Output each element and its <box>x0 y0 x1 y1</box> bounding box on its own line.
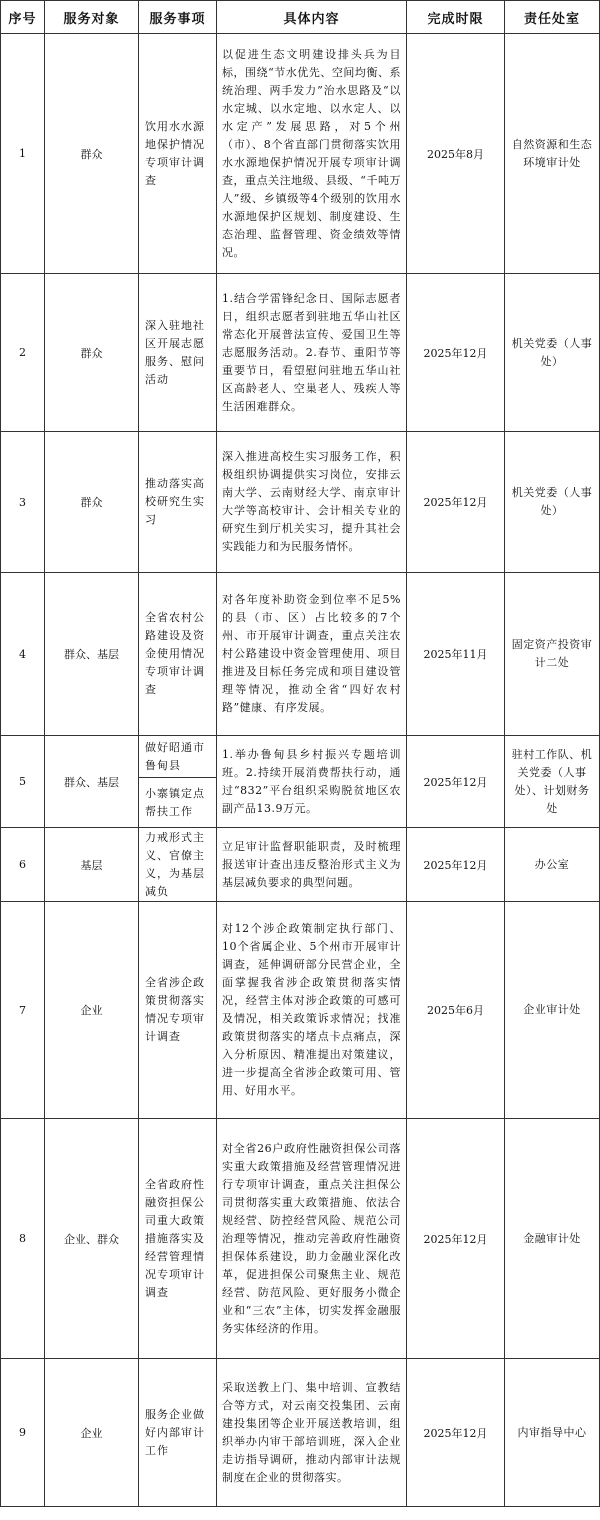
row-deadline: 2025年12月 <box>407 736 505 828</box>
row-content: 以促进生态文明建设排头兵为目标，围绕“节水优先、空间均衡、系统治理、两手发力”治水思路及“以水定城、以水定地、以水定人、以水定产”发展思路，对5个州（市）、8个省直部门贯彻落实饮用水水源地保护情况开展专项审计调查，重点关注地级、县级、“千吨万人”级、乡镇级等4个级别的饮用水水源地保护区规划、制度建设、生态治理、监督管理、资金绩效等情况。 <box>217 34 407 274</box>
header-content: 具体内容 <box>217 1 407 34</box>
row-deadline: 2025年12月 <box>407 432 505 573</box>
row-office: 固定资产投资审计二处 <box>505 573 600 736</box>
table-row <box>1 736 600 778</box>
row-office: 企业审计处 <box>505 902 600 1119</box>
row-no: 1 <box>1 34 45 274</box>
row-target: 群众、基层 <box>45 736 139 828</box>
table-row <box>1 432 600 573</box>
table-row <box>1 828 600 902</box>
row-no: 9 <box>1 1359 45 1507</box>
row-deadline: 2025年8月 <box>407 34 505 274</box>
row-no: 6 <box>1 828 45 902</box>
table-row <box>1 34 600 274</box>
row-target: 企业、群众 <box>45 1119 139 1359</box>
row-target: 企业 <box>45 902 139 1119</box>
row-target: 群众 <box>45 432 139 573</box>
header-office: 责任处室 <box>505 1 600 34</box>
row-deadline: 2025年12月 <box>407 828 505 902</box>
row-content: 对各年度补助资金到位率不足5%的县（市、区）占比较多的7个州、市开展审计调查，重点关注农村公路建设中资金管理使用、项目推进及目标任务完成和项目建设管理等情况，推动全省“四好农村路”健康、有序发展。 <box>217 573 407 736</box>
row-deadline: 2025年6月 <box>407 902 505 1119</box>
row-item: 推动落实高校研究生实习 <box>139 432 217 573</box>
row-no: 5 <box>1 736 45 828</box>
row-office: 自然资源和生态环境审计处 <box>505 34 600 274</box>
row-target: 群众 <box>45 274 139 432</box>
row-item-continued: 小寨镇定点帮扶工作 <box>139 778 217 828</box>
row-target: 企业 <box>45 1359 139 1507</box>
row-no: 3 <box>1 432 45 573</box>
row-item: 做好昭通市鲁甸县 <box>139 736 217 778</box>
row-no: 8 <box>1 1119 45 1359</box>
header-target: 服务对象 <box>45 1 139 34</box>
table-row <box>1 1359 600 1507</box>
row-deadline: 2025年12月 <box>407 274 505 432</box>
row-item: 服务企业做好内部审计工作 <box>139 1359 217 1507</box>
row-item: 饮用水水源地保护情况专项审计调查 <box>139 34 217 274</box>
header-row <box>1 1 600 34</box>
row-office: 内审指导中心 <box>505 1359 600 1507</box>
row-content: 采取送教上门、集中培训、宣教结合等方式，对云南交投集团、云南建投集团等企业开展送教培训，组织举办内审干部培训班，深入企业走访指导调研，推动内部审计法规制度在企业的贯彻落实。 <box>217 1359 407 1507</box>
row-deadline: 2025年12月 <box>407 1359 505 1507</box>
row-office: 办公室 <box>505 828 600 902</box>
row-item: 深入驻地社区开展志愿服务、慰问活动 <box>139 274 217 432</box>
row-target: 基层 <box>45 828 139 902</box>
row-target: 群众 <box>45 34 139 274</box>
row-item: 力戒形式主义、官僚主义，为基层减负 <box>139 828 217 902</box>
table-row <box>1 1119 600 1359</box>
row-deadline: 2025年12月 <box>407 1119 505 1359</box>
row-office: 金融审计处 <box>505 1119 600 1359</box>
row-office: 驻村工作队、机关党委（人事处）、计划财务处 <box>505 736 600 828</box>
row-office: 机关党委（人事处） <box>505 274 600 432</box>
header-deadline: 完成时限 <box>407 1 505 34</box>
table-row <box>1 274 600 432</box>
row-item: 全省涉企政策贯彻落实情况专项审计调查 <box>139 902 217 1119</box>
row-content: 1.举办鲁甸县乡村振兴专题培训班。2.持续开展消费帮扶行动，通过“832”平台组织采购脱贫地区农副产品13.9万元。 <box>217 736 407 828</box>
row-no: 4 <box>1 573 45 736</box>
row-content: 深入推进高校生实习服务工作，积极组织协调提供实习岗位，安排云南大学、云南财经大学、南京审计大学等高校审计、会计相关专业的研究生到厅机关实习，提升其社会实践能力和为民服务情怀。 <box>217 432 407 573</box>
row-content: 1.结合学雷锋纪念日、国际志愿者日，组织志愿者到驻地五华山社区常态化开展普法宣传、爱国卫生等志愿服务活动。2.春节、重阳节等重要节日，看望慰问驻地五华山社区高龄老人、空巢老人、残疾人等生活困难群众。 <box>217 274 407 432</box>
row-office: 机关党委（人事处） <box>505 432 600 573</box>
row-content: 对12个涉企政策制定执行部门、10个省属企业、5个州市开展审计调查，延伸调研部分民营企业，全面掌握我省涉企政策贯彻落实情况，经营主体对涉企政策的可感可及情况，相关政策诉求情况；找准政策贯彻落实的堵点卡点痛点，深入分析原因、精准提出对策建议，进一步提高全省涉企政策可用、管用、好用水平。 <box>217 902 407 1119</box>
table-row <box>1 902 600 1119</box>
header-item: 服务事项 <box>139 1 217 34</box>
row-no: 2 <box>1 274 45 432</box>
table-row <box>1 573 600 736</box>
header-no: 序号 <box>1 1 45 34</box>
row-deadline: 2025年11月 <box>407 573 505 736</box>
row-no: 7 <box>1 902 45 1119</box>
row-content: 对全省26户政府性融资担保公司落实重大政策措施及经营管理情况进行专项审计调查，重点关注担保公司贯彻落实重大政策措施、依法合规经营、防控经营风险、规范公司治理等情况，推动完善政府性融资担保体系建设，助力金融业深化改革，促进担保公司聚焦主业、规范经营、防范风险、更好服务小微企业和“三农”主体，切实发挥金融服务实体经济的作用。 <box>217 1119 407 1359</box>
row-item: 全省农村公路建设及资金使用情况专项审计调查 <box>139 573 217 736</box>
row-content: 立足审计监督职能职责，及时梳理报送审计查出违反整治形式主义为基层减负要求的典型问题。 <box>217 828 407 902</box>
row-item: 全省政府性融资担保公司重大政策措施落实及经营管理情况专项审计调查 <box>139 1119 217 1359</box>
row-target: 群众、基层 <box>45 573 139 736</box>
